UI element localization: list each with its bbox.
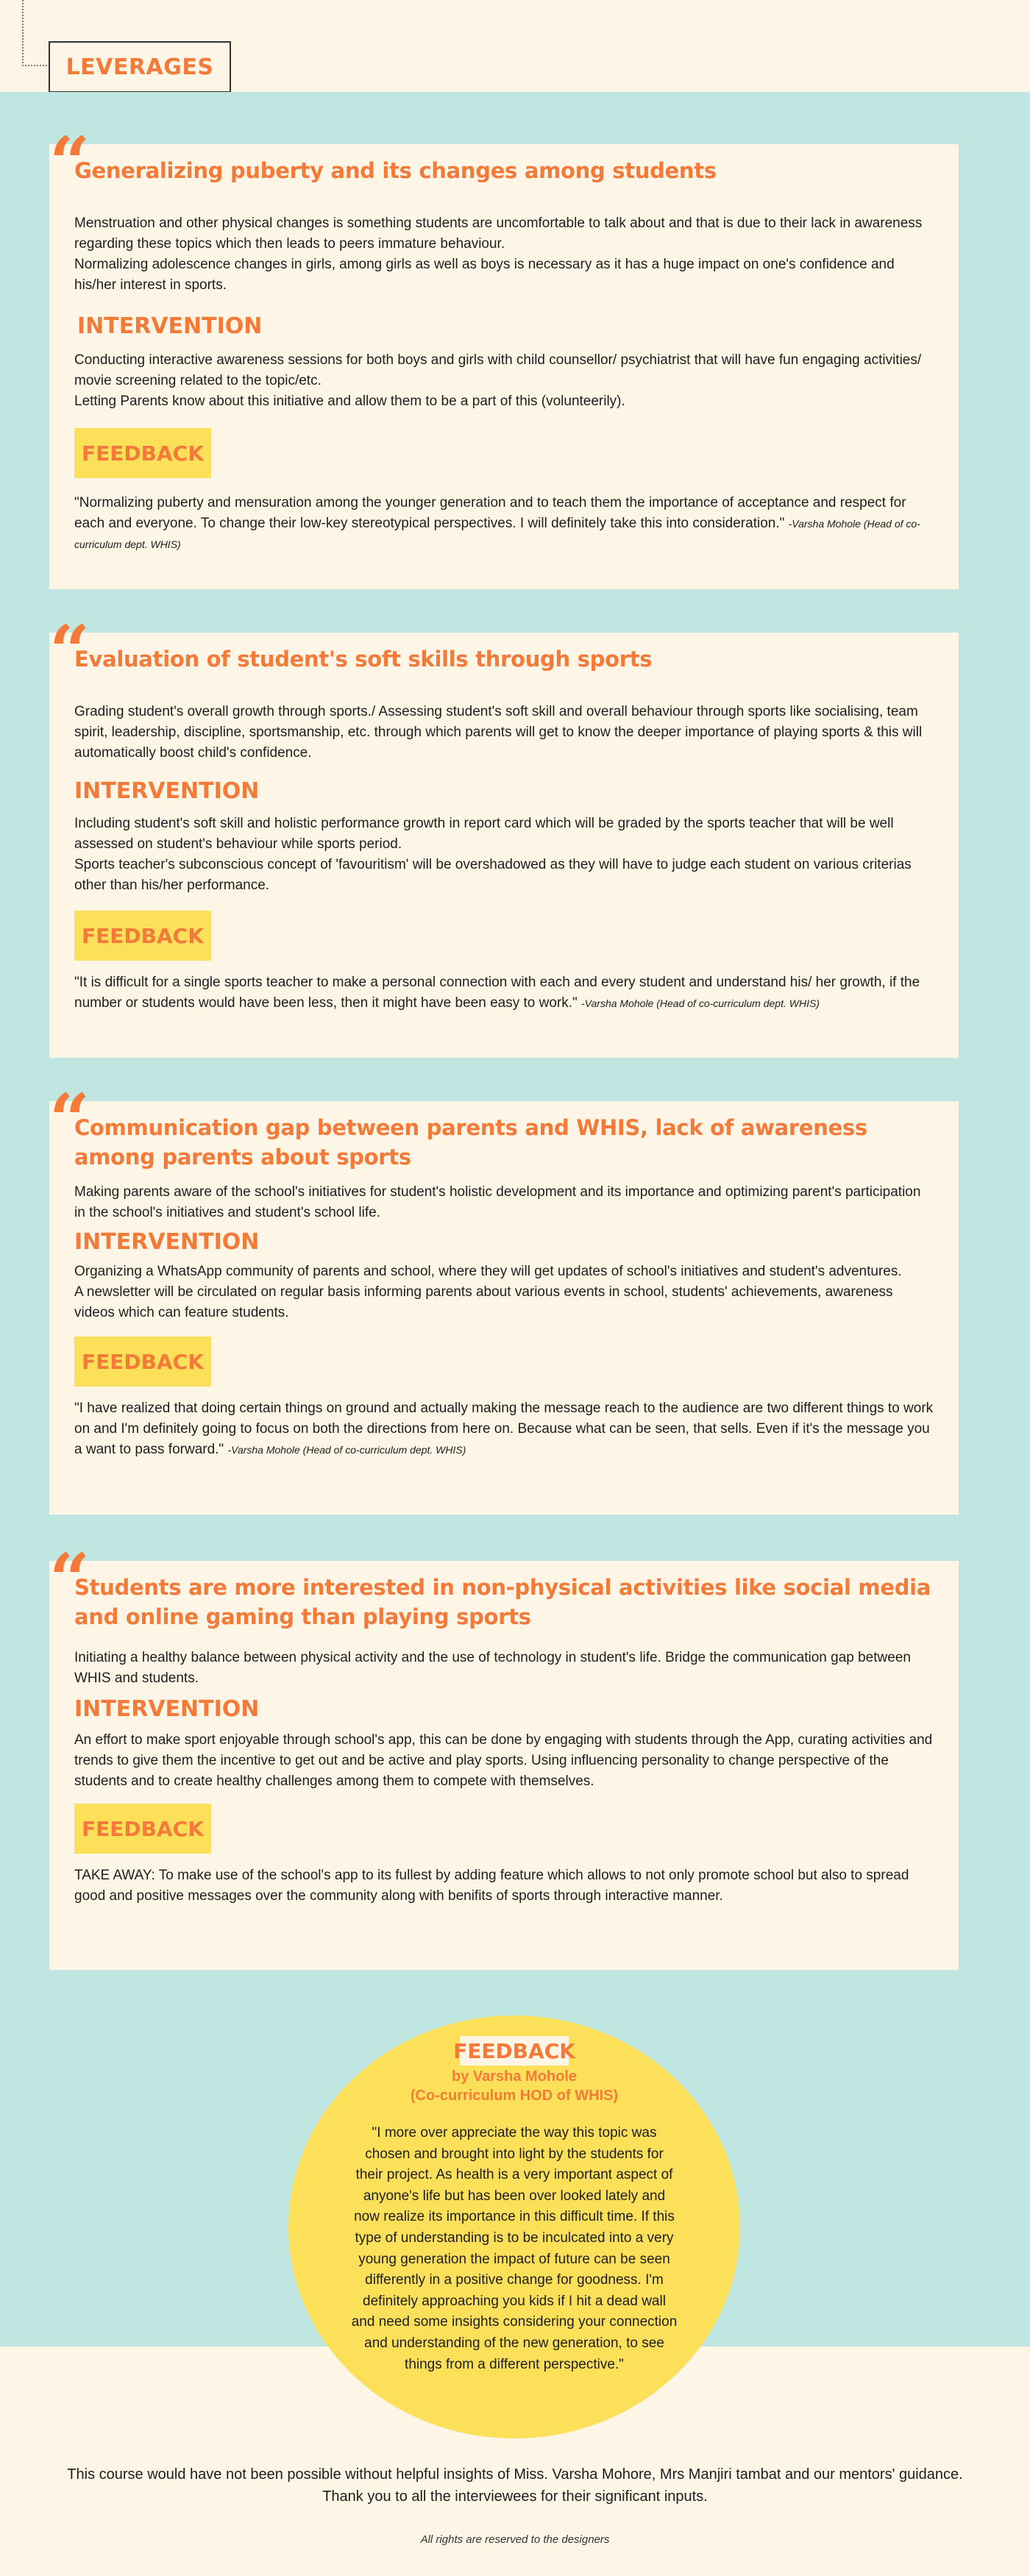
- feedback-badge-label: FEEDBACK: [82, 1349, 204, 1374]
- feedback-quote: [74, 972, 934, 1014]
- leverage-card-2: [49, 610, 959, 1058]
- card-title: Communication gap between parents and WHIS, lack of awareness among parents about sports: [74, 1115, 867, 1170]
- feedback-quote: [74, 1398, 934, 1460]
- card-intervention: [74, 350, 934, 412]
- final-feedback-circle: [288, 2015, 740, 2438]
- intervention-paragraph: A newsletter will be circulated on regular basis informing parents about various events in school, students' achievements, awareness videos which can feature students.: [74, 1284, 893, 1320]
- feedback-badge-label: FEEDBACK: [82, 441, 204, 466]
- acknowledgement-line: Thank you to all the interviewees for their significant inputs.: [322, 2488, 708, 2505]
- card-problem: [74, 702, 934, 764]
- card-problem: [74, 213, 934, 296]
- quote-mark-icon: “: [49, 121, 90, 204]
- intervention-paragraph: An effort to make sport enjoyable through school's app, this can be done by engaging with students through the App, curating activities and trends to give them the incentive to get out and be active and play sports. Using influencing personality to change perspective of the students and to create healthy challenges among them to compete with themselves.: [74, 1732, 933, 1789]
- rights-notice: All rights are reserved to the designers: [420, 2533, 610, 2546]
- intervention-heading: INTERVENTION: [77, 313, 263, 339]
- card-intervention: [74, 1262, 934, 1323]
- feedback-text: "Normalizing puberty and mensuration among the younger generation and to teach them the importance of acceptance and respect for each and everyone. To change their low-key stereotypical perspectives. I will definitely take this into consideration.": [74, 495, 906, 531]
- acknowledgement: [0, 2463, 1030, 2508]
- intervention-paragraph: Including student's soft skill and holistic performance growth in report card which will be graded by the sports teacher that will be well assessed on student's behaviour while sports period.: [74, 816, 894, 852]
- acknowledgement-line: This course would have not been possible without helpful insights of Miss. Varsha Mohore, Mrs Manjiri tambat and our mentors' guidance.: [67, 2466, 963, 2483]
- card-problem: [74, 1182, 934, 1223]
- intervention-paragraph: Conducting interactive awareness sessions for both boys and girls with child counsellor/ psychiatrist that will have fun engaging activities/ movie screening related to the topic/etc.: [74, 352, 922, 388]
- card-problem: [74, 1648, 934, 1689]
- feedback-badge: [74, 911, 211, 961]
- quote-mark-icon: “: [49, 1078, 90, 1161]
- final-feedback-quote: "I more over appreciate the way this topic was chosen and brought into light by the students for their project. As health is a very important aspect of anyone's life but has been over looked lately and now realize its importance in this difficult time. If this type of understanding is to be inculcated into a very young generation the impact of future can be seen differently in a positive change for goodness. I'm definitely approaching you kids if I hit a dead wall and need some insights considering your connection and understanding of the new generation, to see things from a different perspective.": [351, 2125, 678, 2372]
- problem-paragraph: Making parents aware of the school's initiatives for student's holistic development and its importance and optimizing parent's participation in the school's initiatives and student's school life.: [74, 1184, 921, 1220]
- intervention-paragraph: Sports teacher's subconscious concept of 'favouritism' will be overshadowed as they will have to judge each student on various criterias other than his/her performance.: [74, 857, 912, 893]
- feedback-text: TAKE AWAY: To make use of the school's app to its fullest by adding feature which allows to not only promote school but also to spread good and positive messages over the community along with benifits of sports through interactive manner.: [74, 1868, 909, 1904]
- feedback-badge: [74, 1804, 211, 1854]
- card-intervention: [74, 814, 934, 896]
- intervention-paragraph: Organizing a WhatsApp community of parents and school, where they will get updates of school's initiatives and student's adventures.: [74, 1264, 902, 1279]
- final-feedback-label: FEEDBACK: [453, 2038, 575, 2063]
- feedback-badge: [74, 428, 211, 478]
- feedback-author: -Varsha Mohole (Head of co-curriculum dept. WHIS): [227, 1444, 466, 1456]
- dotted-connector: [22, 0, 50, 66]
- problem-paragraph: Grading student's overall growth through sports./ Assessing student's soft skill and overall behaviour through sports like socialising, team spirit, leadership, discipline, sportsmanship, etc. through which parents will get to know the deeper importance of playing sports & this will automatically boost child's confidence.: [74, 704, 923, 761]
- problem-paragraph: Menstruation and other physical changes is something students are uncomfortable to talk about and that is due to their lack in awareness regarding these topics which then leads to peers immature behaviour.: [74, 216, 923, 252]
- intervention-heading: INTERVENTION: [74, 1229, 260, 1255]
- final-feedback-badge: [453, 2036, 575, 2066]
- feedback-text: "I have realized that doing certain things on ground and actually making the message reach to the audience are two different things to work on and I'm definitely going to focus on both the directions from here on. Because what can be seen, that sells. Even if it's the message you a want to pass forward.": [74, 1401, 934, 1457]
- quote-mark-icon: “: [49, 1538, 90, 1621]
- problem-paragraph: Normalizing adolescence changes in girls, among girls as well as boys is necessary as it has a huge impact on one's confidence and his/her interest in sports.: [74, 257, 895, 293]
- leverage-card-4: [49, 1538, 959, 1970]
- feedback-author: -Varsha Mohole (Head of co-curriculum dept. WHIS): [581, 997, 820, 1009]
- feedback-text: "It is difficult for a single sports teacher to make a personal connection with each and every student and understand his/ her growth, if the number or students would have been less, then it might have been easy to work.": [74, 975, 920, 1011]
- card-title: Generalizing puberty and its changes among students: [74, 158, 717, 183]
- feedback-badge: [74, 1337, 211, 1387]
- intervention-heading: INTERVENTION: [74, 1696, 260, 1722]
- leverage-card-3: [49, 1078, 959, 1515]
- card-title: Evaluation of student's soft skills through sports: [74, 647, 653, 672]
- final-feedback-author: by Varsha Mohole: [451, 2068, 578, 2085]
- feedback-takeaway: [74, 1865, 934, 1907]
- leverages-label-box: [49, 41, 231, 93]
- intervention-heading: INTERVENTION: [74, 778, 260, 804]
- feedback-quote: [74, 493, 934, 555]
- card-title: Students are more interested in non-physical activities like social media and online gaming than playing sports: [74, 1575, 931, 1629]
- feedback-badge-label: FEEDBACK: [82, 923, 204, 948]
- final-feedback-role: (Co-curriculum HOD of WHIS): [410, 2088, 619, 2104]
- leverages-label: LEVERAGES: [65, 54, 214, 80]
- problem-paragraph: Initiating a healthy balance between physical activity and the use of technology in student's life. Bridge the communication gap between WHIS and students.: [74, 1650, 911, 1686]
- final-feedback-byline: [288, 2067, 740, 2105]
- intervention-paragraph: Letting Parents know about this initiative and allow them to be a part of this (volunteerily).: [74, 394, 625, 409]
- quote-mark-icon: “: [49, 610, 90, 693]
- feedback-author: -Varsha Mohole (Head of co-curriculum dept. WHIS): [74, 518, 920, 550]
- feedback-badge-label: FEEDBACK: [82, 1816, 204, 1841]
- leverage-card-1: [49, 121, 959, 589]
- card-intervention: [74, 1730, 934, 1792]
